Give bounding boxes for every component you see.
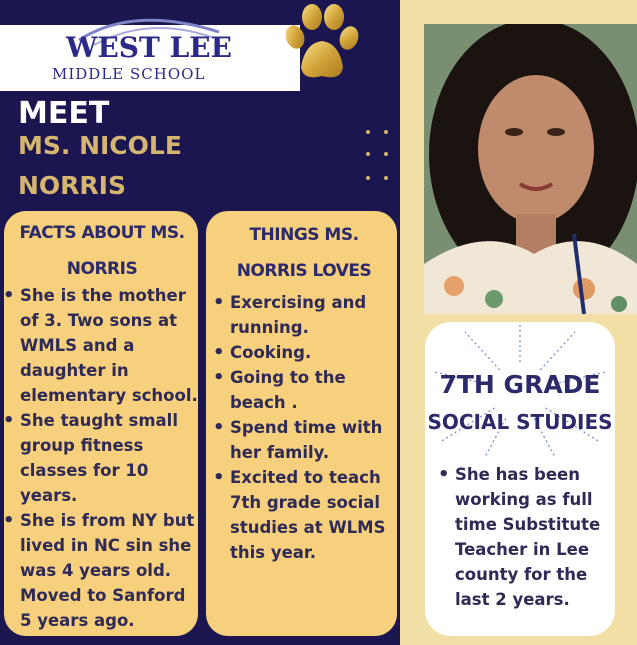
list-item: • She has been working as full time Substitute Teacher in Lee county for the last 2 years.: [437, 462, 613, 612]
list-item: • She is from NY but lived in NC sin she was 4 years old. Moved to Sanford 5 years ago.: [2, 508, 198, 633]
role-list: [437, 462, 613, 612]
role-card: [425, 322, 615, 636]
facts-card: [4, 211, 198, 636]
list-item: • Cooking.: [212, 340, 398, 365]
list-item: • She taught small group fitness classes for 10 years.: [2, 408, 198, 508]
grade-heading: 7TH GRADE: [439, 370, 601, 399]
meet-heading: MEET: [18, 96, 110, 131]
list-item: • Going to the beach .: [212, 365, 398, 415]
facts-list: [2, 283, 198, 633]
teacher-name-line1: MS. NICOLE: [18, 131, 182, 160]
list-item: • Excited to teach 7th grade social studies at WLMS this year.: [212, 465, 398, 565]
list-item: • Exercising and running.: [212, 290, 398, 340]
facts-card-title: FACTS ABOUT MS. NORRIS: [19, 223, 185, 279]
paw-print-icon: [279, 3, 361, 83]
logo-school-name: WEST LEE: [66, 31, 232, 64]
loves-card: [206, 211, 397, 636]
decorative-dots-icon: [364, 128, 394, 184]
loves-list: [212, 290, 398, 565]
list-item: • She is the mother of 3. Two sons at WMLS and a daughter in elementary school.: [2, 283, 198, 408]
logo-school-subtitle: MIDDLE SCHOOL: [52, 65, 206, 83]
teacher-photo: [424, 24, 637, 314]
list-item: • Spend time with her family.: [212, 415, 398, 465]
subject-heading: SOCIAL STUDIES: [427, 410, 613, 434]
loves-card-title: THINGS MS. NORRIS LOVES: [236, 225, 372, 281]
teacher-name-line2: NORRIS: [18, 171, 126, 200]
